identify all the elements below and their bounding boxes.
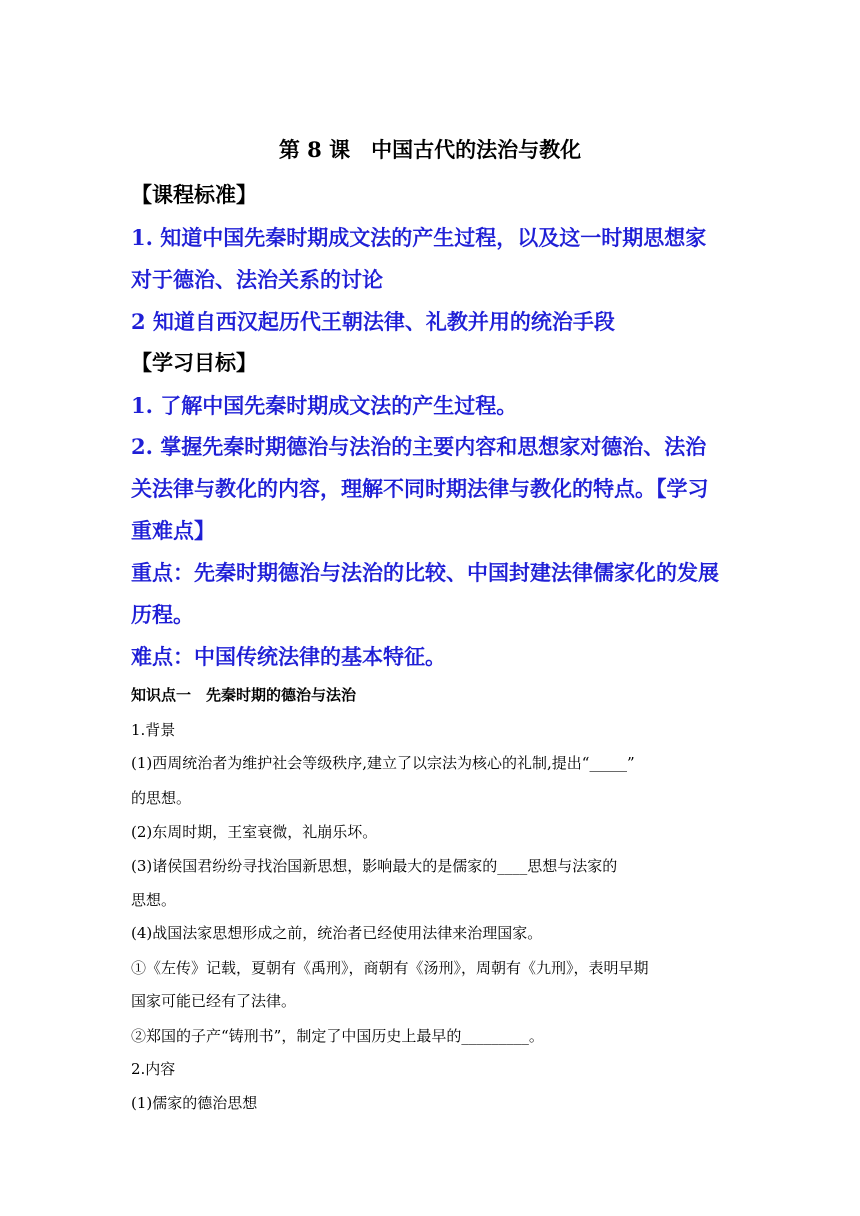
- item1-line2: 的思想。: [131, 789, 192, 807]
- sub1-line1: ①《左传》记载，夏朝有《禹刑》，商朝有《汤刑》，周朝有《九刑》，表明早期: [131, 959, 649, 977]
- goal-1: 1. 了解中国先秦时期成文法的产生过程。: [131, 393, 518, 418]
- content-item1: (1)儒家的德治思想: [131, 1094, 258, 1112]
- learning-goals-heading: 【学习目标】: [131, 350, 257, 375]
- item1-line1: (1)西周统治者为维护社会等级秩序,建立了以宗法为核心的礼制,提出“_____”: [131, 754, 635, 772]
- standard-2: 2 知道自西汉起历代王朝法律、礼教并用的统治手段: [131, 309, 615, 334]
- standard-1-line2: 对于德治、法治关系的讨论: [131, 267, 383, 292]
- sub1-line2: 国家可能已经有了法律。: [131, 992, 297, 1010]
- goal-2-line1: 2. 掌握先秦时期德治与法治的主要内容和思想家对德治、法治: [131, 434, 707, 459]
- item3-line2: 思想。: [131, 891, 177, 909]
- background-heading: 1.背景: [131, 721, 176, 739]
- key-point-line1: 重点：先秦时期德治与法治的比较、中国封建法律儒家化的发展: [131, 560, 719, 585]
- item2: (2)东周时期，王室衰微，礼崩乐坏。: [131, 823, 378, 841]
- content-heading: 2.内容: [131, 1060, 176, 1078]
- course-standard-heading: 【课程标准】: [131, 182, 257, 207]
- goal-2-line3: 重难点】: [131, 518, 215, 543]
- key-point-line2: 历程。: [131, 602, 194, 627]
- sub2: ②郑国的子产“铸刑书”，制定了中国历史上最早的_________。: [131, 1027, 544, 1045]
- lesson-title: 第 8 课 中国古代的法治与教化: [278, 137, 582, 162]
- standard-1-line1: 1. 知道中国先秦时期成文法的产生过程，以及这一时期思想家: [131, 225, 707, 250]
- difficulty: 难点：中国传统法律的基本特征。: [131, 644, 446, 669]
- knowledge-heading: 知识点一 先秦时期的德治与法治: [131, 686, 357, 704]
- item4: (4)战国法家思想形成之前，统治者已经使用法律来治理国家。: [131, 924, 543, 942]
- goal-2-line2: 关法律与教化的内容，理解不同时期法律与教化的特点。【学习: [131, 476, 709, 501]
- item3-line1: (3)诸侯国君纷纷寻找治国新思想，影响最大的是儒家的____思想与法家的: [131, 857, 618, 875]
